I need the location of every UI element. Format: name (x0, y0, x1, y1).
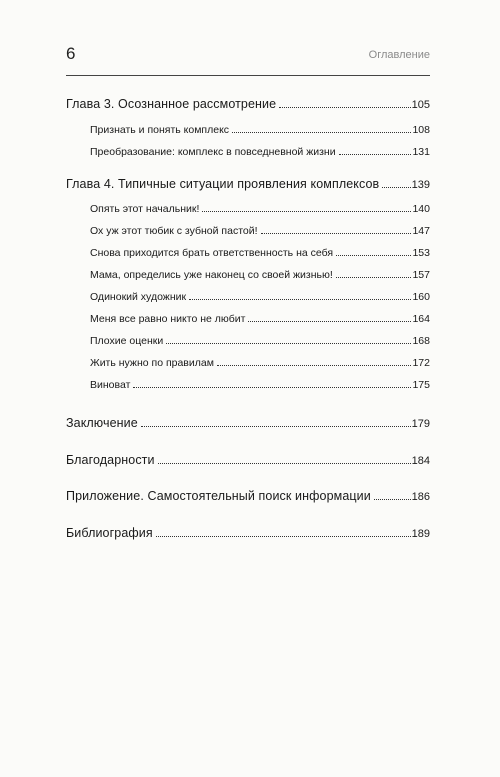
page-header (66, 44, 430, 72)
toc-entry-title: Заключение (66, 416, 138, 430)
toc-entry-title: Признать и понять комплекс (90, 124, 230, 136)
dot-leader (374, 499, 411, 500)
dot-leader (382, 187, 410, 188)
toc-entry-page: 105 (411, 99, 430, 111)
dot-leader (141, 426, 411, 427)
toc-entry-title: Благодарности (66, 453, 155, 467)
dot-leader (248, 321, 411, 322)
dot-leader (336, 277, 412, 278)
dot-leader (158, 463, 411, 464)
dot-leader (336, 255, 411, 256)
toc-entry-bibliography (66, 526, 430, 540)
dot-leader (156, 536, 411, 537)
toc-entry-acknowledgements (66, 453, 430, 467)
toc-entry-appendix (66, 489, 430, 503)
header-rule (66, 75, 430, 76)
toc-entry-page: 168 (412, 335, 430, 347)
toc-entry-section (66, 247, 430, 259)
dot-leader (202, 211, 411, 212)
toc-entry-section (66, 291, 430, 303)
toc-entry-section (66, 203, 430, 215)
dot-leader (279, 107, 410, 108)
toc-entry-page: 164 (412, 313, 430, 325)
toc-entry-page: 189 (411, 528, 430, 540)
toc-entry-page: 147 (412, 225, 430, 237)
toc-entry-title: Плохие оценки (90, 335, 164, 347)
dot-leader (133, 387, 411, 388)
dot-leader (339, 154, 412, 155)
toc-entry-title: Снова приходится брать ответственность на себя (90, 247, 334, 259)
toc-entry-section (66, 313, 430, 325)
toc-entry-page: 172 (412, 357, 430, 369)
toc-entry-section (66, 335, 430, 347)
toc-entry-section (66, 379, 430, 391)
toc-entry-section (66, 146, 430, 158)
dot-leader (166, 343, 411, 344)
toc-entry-title: Библиография (66, 526, 153, 540)
toc-entry-page: 131 (412, 146, 430, 158)
toc-entry-title: Преобразование: комплекс в повседневной жизни (90, 146, 336, 158)
toc-entry-page: 157 (412, 269, 430, 281)
toc-entry-section (66, 269, 430, 281)
toc-entry-section (66, 357, 430, 369)
toc-entry-page: 175 (412, 379, 430, 391)
toc-entry-title: Ох уж этот тюбик с зубной пастой! (90, 225, 258, 237)
toc-entry-page: 184 (411, 455, 430, 467)
page-number: 6 (66, 44, 76, 63)
toc-entry-title: Глава 4. Типичные ситуации проявления комплексов (66, 177, 380, 191)
toc-entry-page: 186 (411, 491, 430, 503)
toc-entry-title: Меня все равно никто не любит (90, 313, 246, 325)
dot-leader (261, 233, 412, 234)
running-title: Оглавление (368, 49, 430, 61)
toc-entry-page: 153 (412, 247, 430, 259)
toc-entry-page: 139 (411, 179, 430, 191)
toc-entry-page: 160 (412, 291, 430, 303)
toc-entry-conclusion (66, 416, 430, 430)
toc-entry-title: Мама, определись уже наконец со своей жизнью! (90, 269, 333, 281)
toc-entry-page: 179 (411, 418, 430, 430)
toc-entry-title: Приложение. Самостоятельный поиск информации (66, 489, 371, 503)
toc-entry-title: Опять этот начальник! (90, 203, 200, 215)
toc-entry-title: Глава 3. Осознанное рассмотрение (66, 97, 277, 111)
dot-leader (189, 299, 411, 300)
toc-entry-page: 140 (412, 203, 430, 215)
toc-entry-title: Виноват (90, 379, 131, 391)
dot-leader (217, 365, 412, 366)
toc-entry-chapter-4 (66, 177, 430, 191)
dot-leader (232, 132, 411, 133)
toc-entry-section (66, 124, 430, 136)
toc-entry-title: Жить нужно по правилам (90, 357, 214, 369)
toc-entry-title: Одинокий художник (90, 291, 187, 303)
toc-entry-page: 108 (412, 124, 430, 136)
toc-entry-section (66, 225, 430, 237)
toc-entry-chapter-3 (66, 97, 430, 111)
